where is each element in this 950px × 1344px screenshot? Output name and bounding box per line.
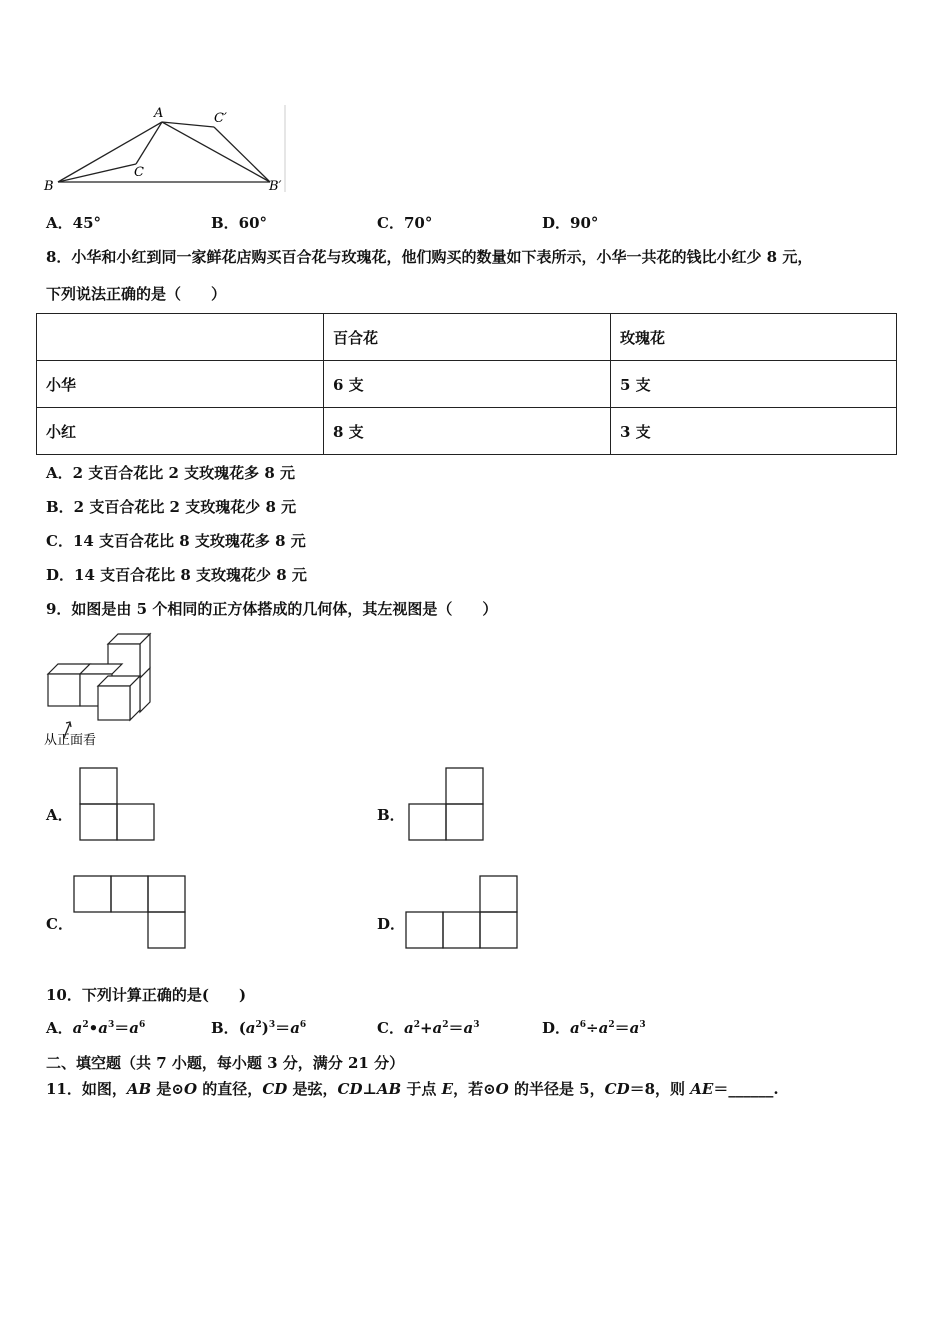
q11-text: 11．如图， (46, 1080, 127, 1098)
table-cell: 3 支 (611, 408, 897, 455)
q8-option-c: C．14 支百合花比 8 支玫瑰花多 8 元 (46, 532, 306, 550)
expr-var: a (570, 1019, 580, 1037)
expr-exp: 2 (608, 1020, 615, 1030)
expr-var: a (598, 1019, 609, 1037)
table-row (37, 361, 897, 408)
q11-var: E (441, 1080, 454, 1098)
expr-exp: 3 (639, 1020, 646, 1030)
q11-text: 是弦， (287, 1080, 338, 1098)
q7-triangle-figure (40, 100, 290, 195)
q11-var: CD (604, 1080, 630, 1098)
q7-option-a: A．45° (46, 214, 102, 232)
q9-option-b-figure (407, 766, 487, 844)
q11-text: ＝8，则 (629, 1080, 691, 1098)
q9-stem: 9．如图是由 5 个相同的正方体搭成的几何体，其左视图是（ ） (46, 600, 498, 618)
q9-figure-caption: 从正面看 (44, 733, 97, 748)
q8-table (36, 313, 897, 455)
table-row (37, 408, 897, 455)
q9-option-a-figure (78, 766, 158, 844)
q11-var: O (184, 1080, 198, 1098)
q10-option-a-label: A． (46, 1019, 73, 1037)
expr-exp: 3 (107, 1020, 115, 1030)
q10-option-d-label: D． (542, 1019, 571, 1037)
table-header-lily: 百合花 (324, 314, 611, 361)
q8-stem-line2: 下列说法正确的是（ ） (46, 285, 227, 303)
q10-option-a (46, 1017, 145, 1038)
section-title: 二、填空题（共 7 小题，每小题 3 分，满分 21 分） (46, 1054, 405, 1072)
expr-var: a (245, 1019, 256, 1037)
q9-option-c-figure (72, 874, 188, 952)
expr-paren: ) (261, 1019, 269, 1037)
expr-exp: 6 (138, 1020, 146, 1030)
expr-exp: 6 (579, 1020, 587, 1030)
expr-exp: 2 (413, 1020, 420, 1030)
expr-var: a (290, 1019, 300, 1037)
q10-option-b (211, 1017, 306, 1038)
q9-option-b-label: B． (377, 806, 405, 824)
q11-var: AE (690, 1080, 714, 1098)
q11-var: AB (376, 1080, 402, 1098)
label-B-prime: B′ (269, 179, 282, 194)
table-header-rose: 玫瑰花 (611, 314, 897, 361)
expr-exp: 2 (255, 1020, 262, 1030)
expr-exp: 3 (473, 1020, 480, 1030)
q11-text: 的半径是 5， (508, 1080, 605, 1098)
table-cell: 6 支 (324, 361, 611, 408)
q11-var: O (495, 1080, 509, 1098)
q11-text: 是⊙ (151, 1080, 184, 1098)
q10-option-c (377, 1017, 480, 1038)
q11-var: CD (262, 1080, 288, 1098)
label-B: B (44, 179, 54, 194)
expr-var: a (432, 1019, 443, 1037)
label-A: A (154, 106, 164, 121)
table-row (37, 314, 897, 361)
q8-stem-line1: 8．小华和小红到同一家鲜花店购买百合花与玫瑰花，他们购买的数量如下表所示，小华一共花的钱比小红少 8 元， (46, 248, 813, 266)
q10-option-d (542, 1017, 646, 1038)
q10-option-c-label: C． (377, 1019, 404, 1037)
table-header-blank (37, 314, 324, 361)
q9-option-a-label: A． (46, 806, 73, 824)
q8-option-a: A．2 支百合花比 2 支玫瑰花多 8 元 (46, 464, 296, 482)
q9-option-c-label: C． (46, 915, 73, 933)
expr-eq: ＝ (275, 1019, 291, 1037)
q11-text: 于点 (401, 1080, 442, 1098)
q11-text: ⊥ (362, 1080, 377, 1098)
q9-cube-figure (40, 628, 165, 750)
label-C: C (134, 165, 144, 180)
q10-option-b-label: B． (211, 1019, 239, 1037)
q7-option-b: B．60° (211, 214, 268, 232)
table-cell: 5 支 (611, 361, 897, 408)
expr-op: • (88, 1019, 99, 1037)
q11-text: ＝______. (713, 1080, 779, 1098)
expr-var: a (72, 1019, 83, 1037)
expr-var: a (463, 1019, 474, 1037)
expr-var: a (629, 1019, 640, 1037)
q9-option-d-figure (404, 874, 522, 952)
q11-var: AB (126, 1080, 152, 1098)
q8-option-b: B．2 支百合花比 2 支玫瑰花少 8 元 (46, 498, 297, 516)
table-cell: 8 支 (324, 408, 611, 455)
table-cell: 小红 (37, 408, 324, 455)
label-C-prime: C′ (214, 111, 227, 126)
q11-text: ，若⊙ (453, 1080, 496, 1098)
expr-eq: ＝ (448, 1019, 464, 1037)
expr-op: + (419, 1019, 433, 1037)
q8-option-d: D．14 支百合花比 8 支玫瑰花少 8 元 (46, 566, 307, 584)
q11-stem (46, 1078, 779, 1099)
q7-option-c: C．70° (377, 214, 433, 232)
q9-option-d-label: D． (377, 915, 406, 933)
expr-exp: 6 (299, 1020, 307, 1030)
expr-eq: ＝ (114, 1019, 130, 1037)
expr-exp: 2 (442, 1020, 449, 1030)
expr-paren: ( (238, 1019, 246, 1037)
expr-exp: 3 (268, 1020, 276, 1030)
expr-op: ÷ (586, 1019, 599, 1037)
q7-option-d: D．90° (542, 214, 599, 232)
table-cell: 小华 (37, 361, 324, 408)
q10-stem: 10．下列计算正确的是( ) (46, 986, 247, 1004)
expr-var: a (129, 1019, 139, 1037)
q11-var: CD (337, 1080, 363, 1098)
expr-var: a (98, 1019, 108, 1037)
expr-eq: ＝ (614, 1019, 630, 1037)
expr-var: a (403, 1019, 414, 1037)
expr-exp: 2 (82, 1020, 89, 1030)
q11-text: 的直径， (197, 1080, 263, 1098)
